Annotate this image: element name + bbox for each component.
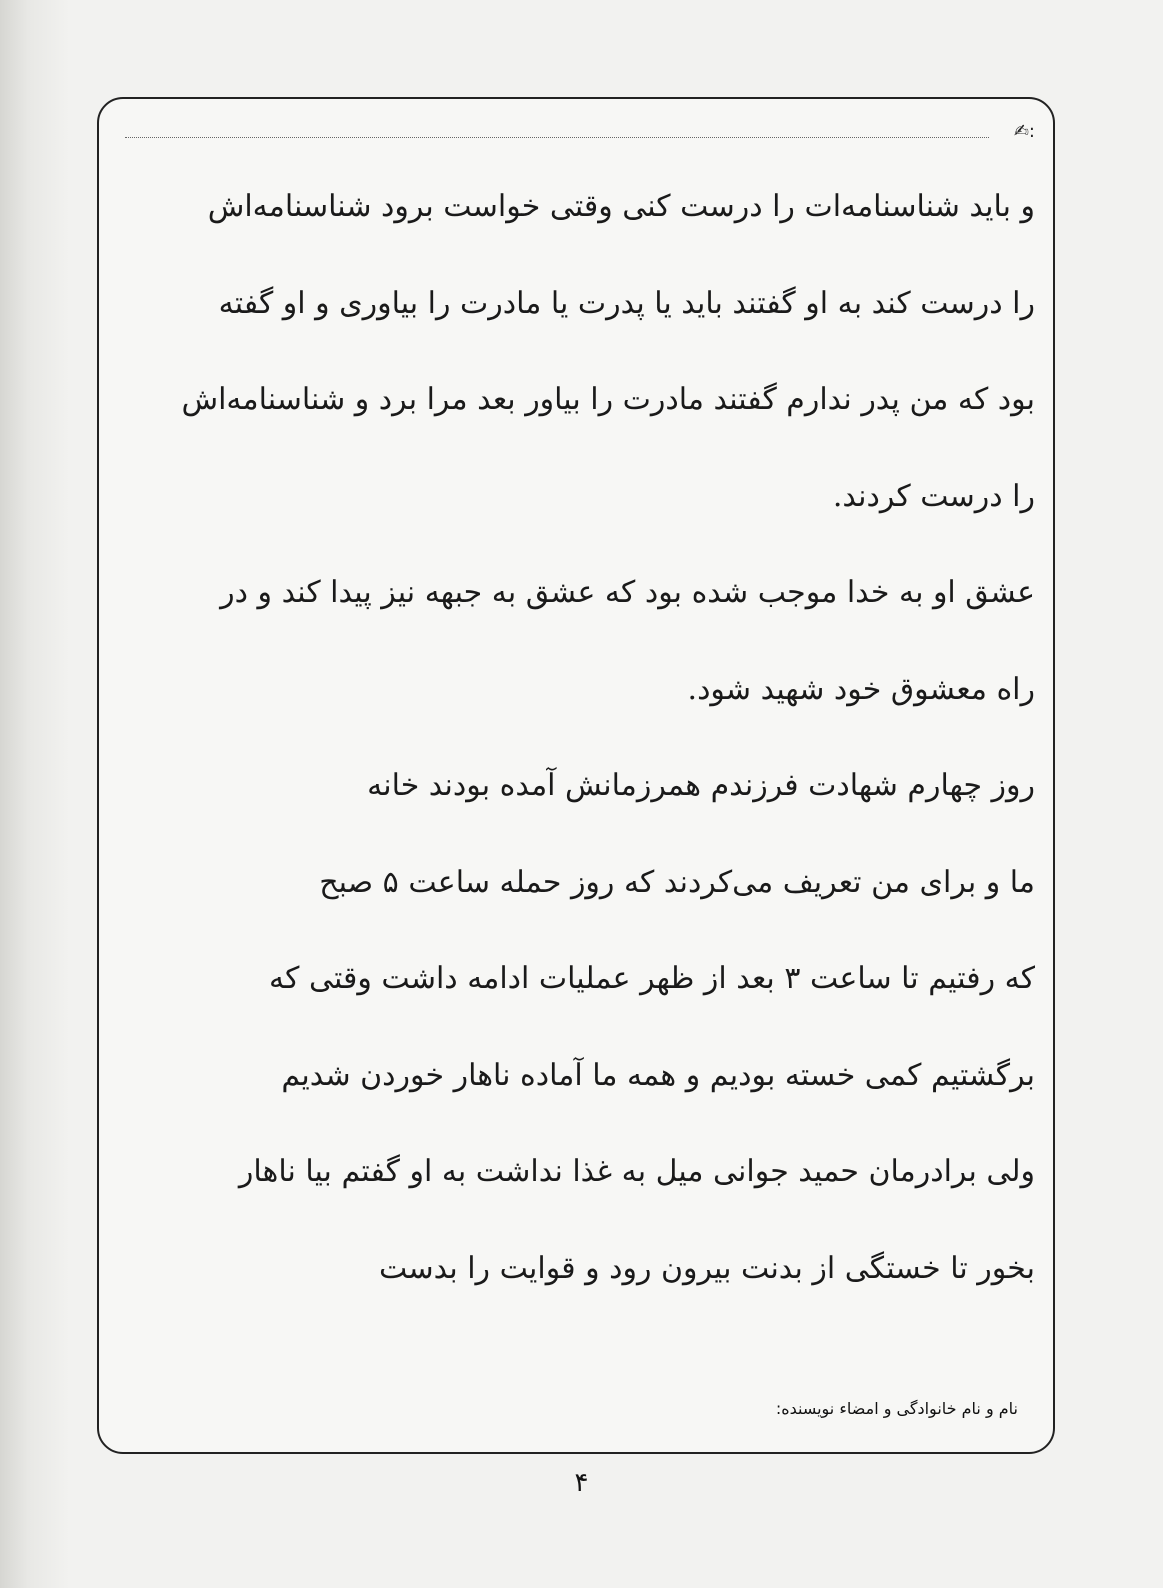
text-line-5: عشق او به خدا موجب شده بود که عشق به جبهه نیز پیدا کند و در	[220, 575, 1035, 610]
header-row	[125, 121, 1035, 145]
text-line-12: بخور تا خستگی از بدنت بیرون رود و قوایت را بدست	[378, 1250, 1035, 1286]
text-line-3: بود که من پدر ندارم گفتند مادرت را بیاور بعد مرا برد و شناسنامه‌اش	[181, 382, 1035, 417]
pen-writing-icon: ✍:	[1013, 121, 1035, 142]
scan-shadow-edge	[0, 0, 70, 1588]
text-line-6: راه معشوق خود شهید شود.	[687, 671, 1035, 707]
text-line-7: روز چهارم شهادت فرزندم همرزمانش آمده بودند خانه	[367, 768, 1035, 803]
author-signature-label: نام و نام خانوادگی و امضاء نویسنده:	[775, 1399, 1018, 1418]
dotted-rule	[125, 137, 989, 138]
text-line-9: که رفتیم تا ساعت ۳ بعد از ظهر عملیات ادامه داشت وقتی که	[269, 961, 1035, 996]
text-line-1: و باید شناسنامه‌ات را درست کنی وقتی خواست برود شناسنامه‌اش	[207, 189, 1035, 224]
text-line-2: را درست کند به او گفتند باید یا پدرت یا مادرت را بیاوری و او گفته	[218, 285, 1035, 321]
handwritten-page-frame	[97, 97, 1055, 1454]
text-line-8: ما و برای من تعریف می‌کردند که روز حمله ساعت ۵ صبح	[319, 864, 1035, 900]
text-line-4: را درست کردند.	[832, 478, 1035, 514]
text-line-10: برگشتیم کمی خسته بودیم و همه ما آماده ناهار خوردن شدیم	[281, 1057, 1035, 1093]
text-line-11: ولی برادرمان حمید جوانی میل به غذا نداشت به او گفتم بیا ناهار	[238, 1154, 1035, 1189]
handwritten-text	[119, 159, 1035, 1317]
page-number: ۴	[574, 1468, 589, 1498]
